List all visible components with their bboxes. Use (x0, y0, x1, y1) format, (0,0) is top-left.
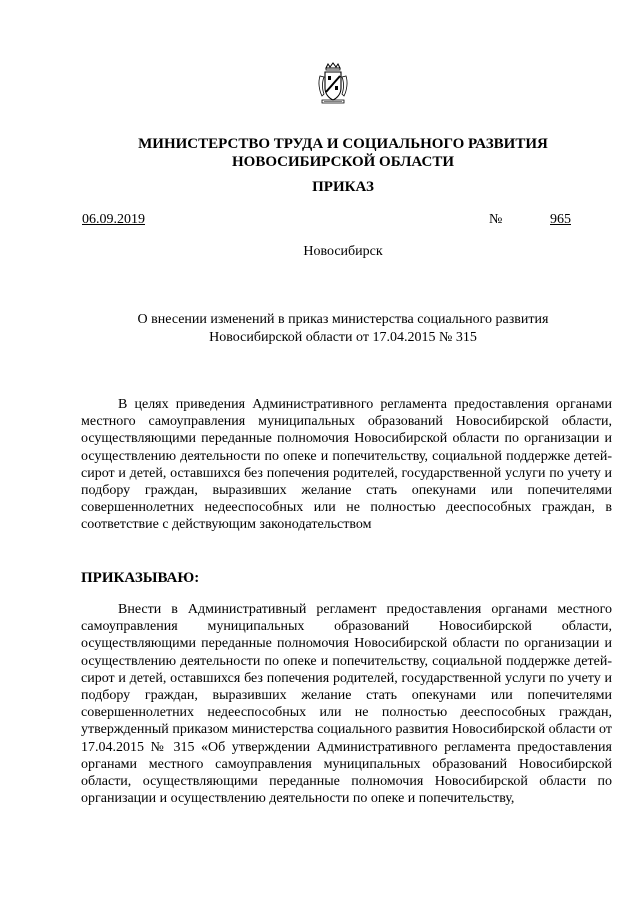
subject-line2: Новосибирской области от 17.04.2015 № 315 (209, 330, 477, 345)
document-number: 965 (550, 212, 571, 227)
order-paragraph: Внести в Административный регламент предоставления органами местного самоуправления муниципальных образований Новосибирской области, осуществляющими переданные полномочия Новосибирской области по организации и осуществлению деятельности по опеке и попечительству, социальной поддержке детей-сирот и детей, оставшихся без попечения родителей, государственной услуги по учету и подбору граждан, выразивших желание стать опекунами или попечителями совершеннолетних недееспособных или не полностью дееспособных граждан, утвержденный приказом министерства социального развития Новосибирской области от 17.04.2015 № 315 «Об утверждении Административного регламента предоставления органами местного самоуправления муниципальных образований Новосибирской области, осуществляющими переданные полномочия Новосибирской области по организации и осуществлению деятельности по опеке и попечительству, (81, 602, 612, 807)
number-sign: № (489, 212, 503, 227)
order-directive: ПРИКАЗЫВАЮ: (81, 570, 200, 586)
document-city: Новосибирск (303, 244, 383, 259)
ministry-name-line1: МИНИСТЕРСТВО ТРУДА И СОЦИАЛЬНОГО РАЗВИТИЯ (138, 136, 548, 152)
document-date: 06.09.2019 (82, 212, 145, 227)
document-type-title: ПРИКАЗ (312, 179, 374, 195)
document-subject (60, 311, 626, 347)
ministry-name-line2: НОВОСИБИРСКОЙ ОБЛАСТИ (231, 154, 455, 170)
coat-of-arms-icon (317, 62, 349, 106)
subject-line1: О внесении изменений в приказ министерства социального развития (137, 312, 549, 327)
preamble-paragraph: В целях приведения Административного регламента предоставления органами местного самоуправления муниципальных образований Новосибирской области, осуществляющими переданные полномочия Новосибирской области по организации и осуществлению деятельности по опеке и попечительству, социальной поддержке детей-сирот и детей, оставшихся без попечения родителей, государственной услуги по учету и подбору граждан, выразивших желание стать опекунами или попечителями совершеннолетних недееспособных или не полностью дееспособных граждан, в соответствие с действующим законодательством (81, 397, 612, 533)
